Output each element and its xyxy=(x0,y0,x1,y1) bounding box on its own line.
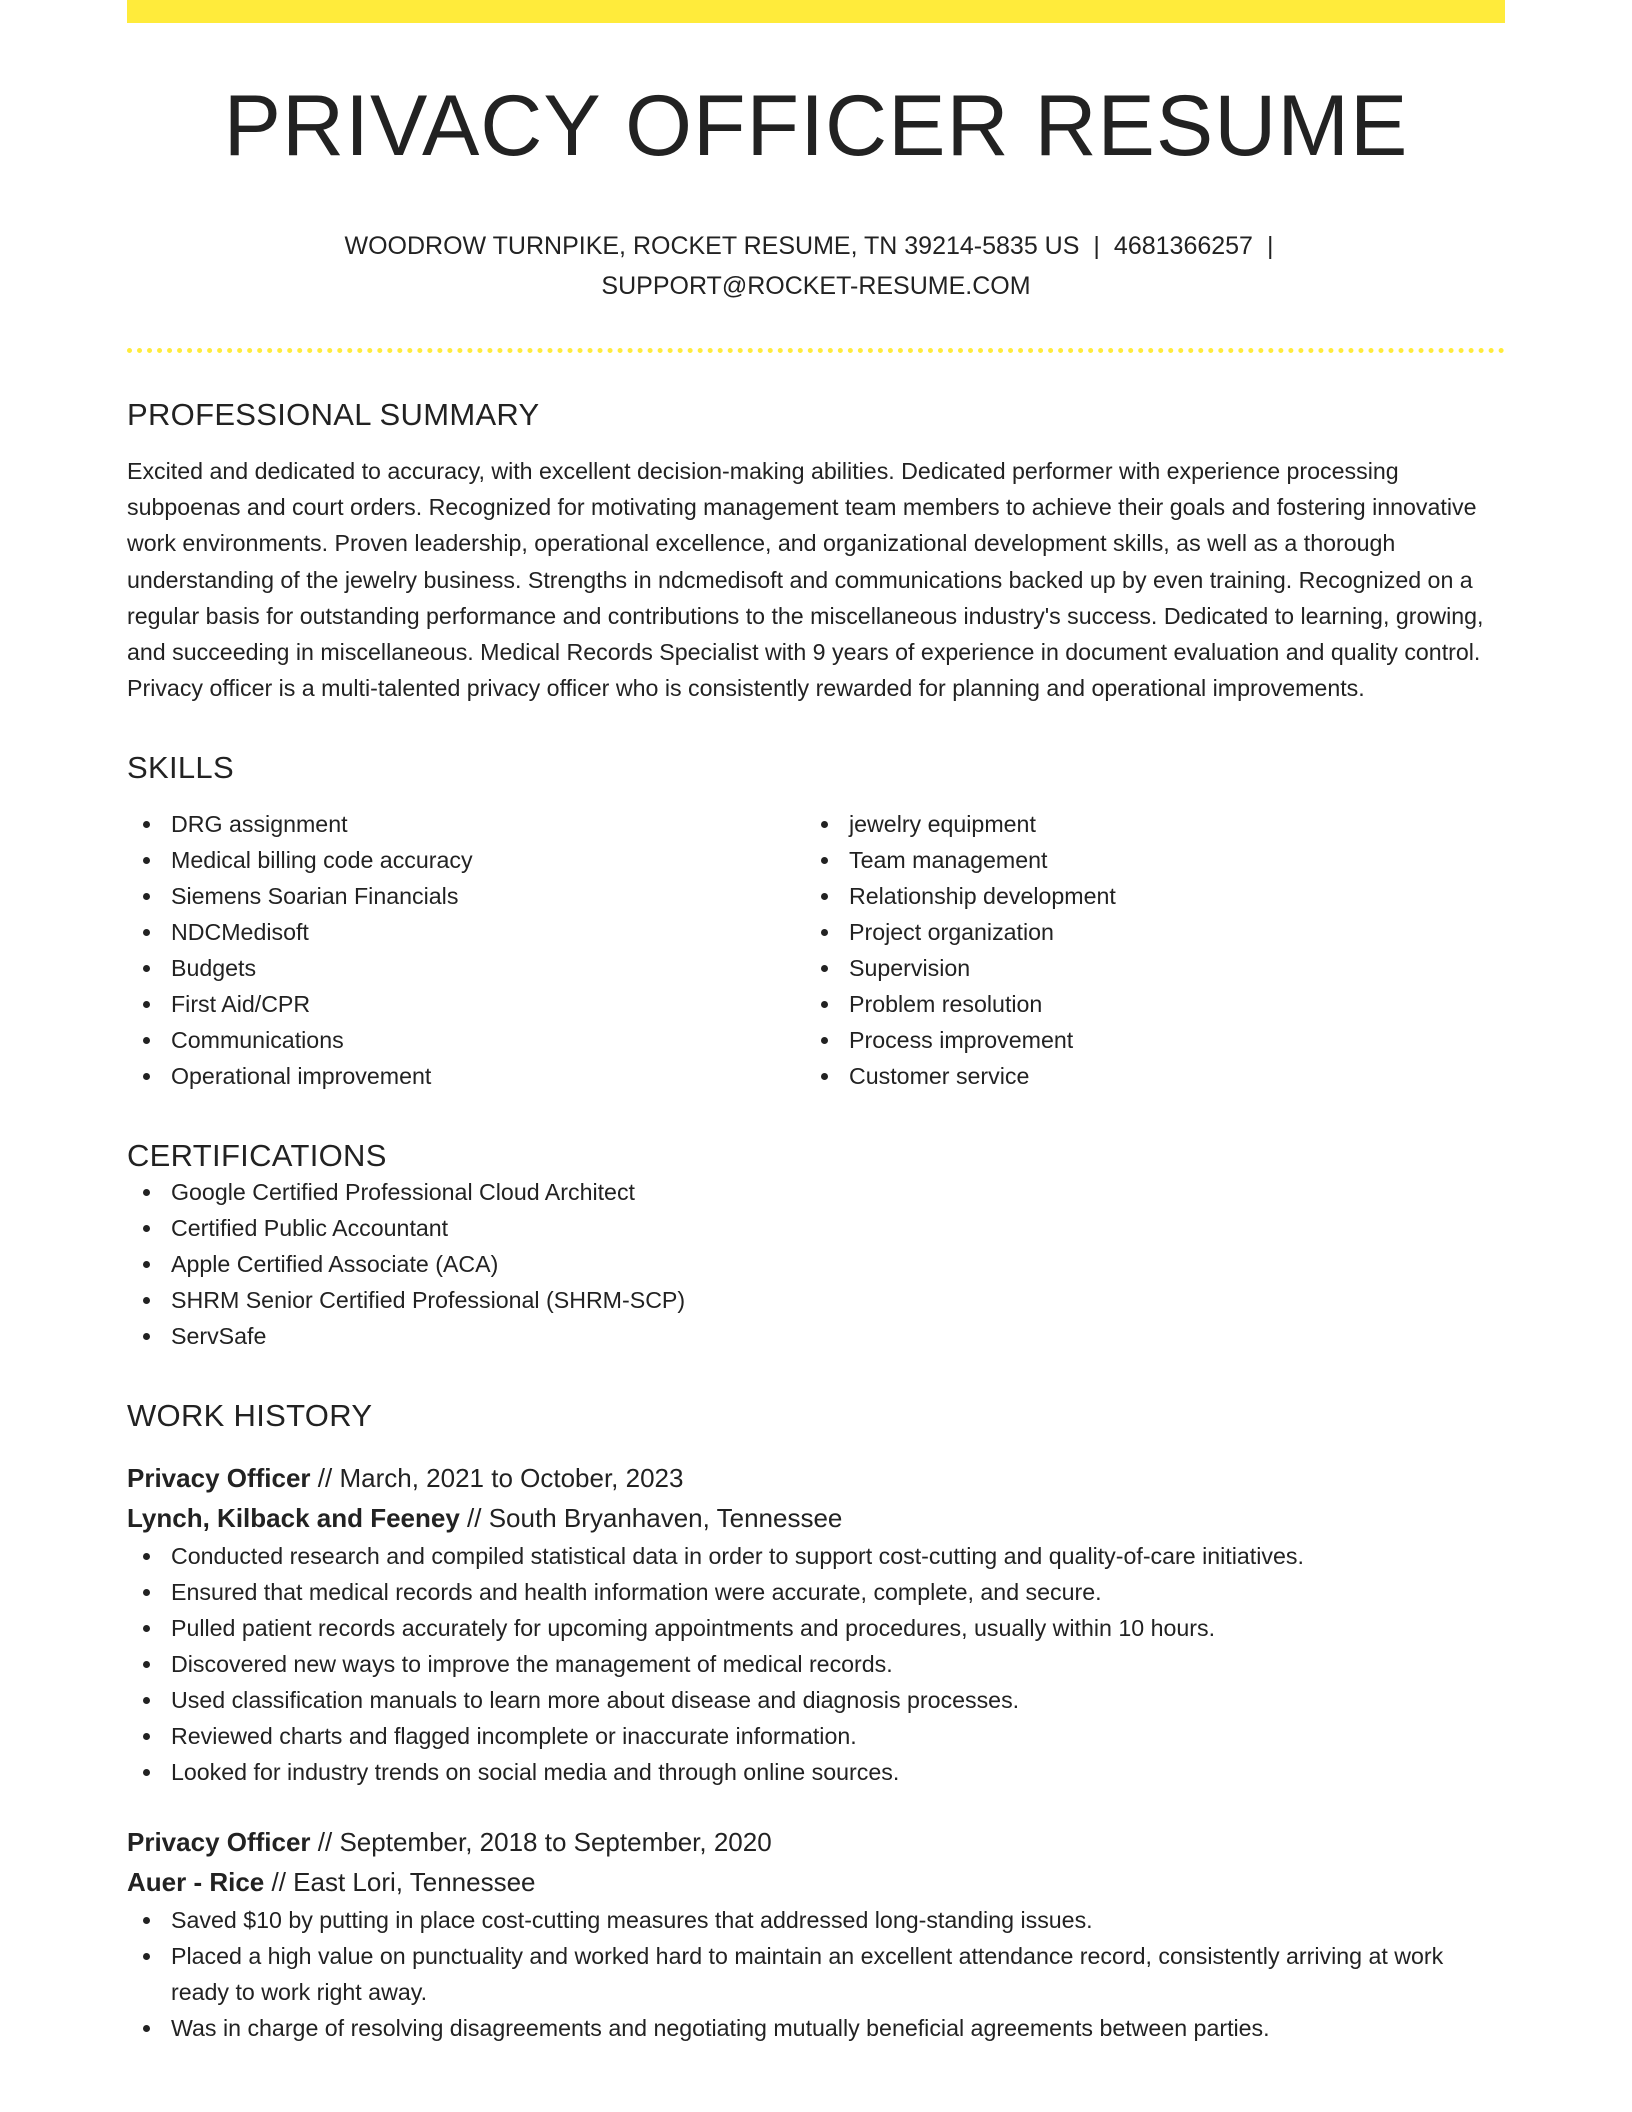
job-dates: // September, 2018 to September, 2020 xyxy=(317,1827,772,1858)
job-duty-item: Used classification manuals to learn more about disease and diagnosis processes. xyxy=(127,1682,1505,1718)
job-duty-item: Discovered new ways to improve the management of medical records. xyxy=(127,1646,1505,1682)
skills-grid xyxy=(127,806,1505,1094)
skill-item: Team management xyxy=(805,842,1483,878)
dotted-divider xyxy=(127,348,1505,353)
skill-item: Communications xyxy=(127,1022,805,1058)
job-duty-item: Saved $10 by putting in place cost-cutting measures that addressed long-standing issues. xyxy=(127,1902,1505,1938)
contact-info xyxy=(127,226,1505,306)
certification-item: Certified Public Accountant xyxy=(127,1210,1505,1246)
skill-item: Medical billing code accuracy xyxy=(127,842,805,878)
skill-item: Project organization xyxy=(805,914,1483,950)
address: WOODROW TURNPIKE, ROCKET RESUME, TN 39214-5835 US xyxy=(344,232,1080,260)
job-duty-item: Ensured that medical records and health information were accurate, complete, and secure. xyxy=(127,1574,1505,1610)
certifications-heading: CERTIFICATIONS xyxy=(127,1138,387,1174)
certifications-list xyxy=(127,1174,1505,1354)
separator: | xyxy=(1266,232,1274,260)
skill-item: Customer service xyxy=(805,1058,1483,1094)
accent-bar xyxy=(127,0,1505,23)
job-duty-item: Was in charge of resolving disagreements and negotiating mutually beneficial agreements between parties. xyxy=(127,2010,1505,2046)
contact-line-2 xyxy=(127,266,1505,306)
job-location: // East Lori, Tennessee xyxy=(271,1867,536,1898)
skills-heading: SKILLS xyxy=(127,750,234,786)
job-title: Privacy Officer xyxy=(127,1827,311,1858)
job-title-line xyxy=(127,1822,1505,1862)
phone: 4681366257 xyxy=(1113,232,1253,260)
skills-right-column xyxy=(805,806,1483,1094)
summary-heading: PROFESSIONAL SUMMARY xyxy=(127,397,540,432)
job-duty-item: Looked for industry trends on social media and through online sources. xyxy=(127,1754,1505,1790)
job-company: Auer - Rice xyxy=(127,1867,265,1898)
certification-item: Apple Certified Associate (ACA) xyxy=(127,1246,1505,1282)
job-duty-item: Conducted research and compiled statistical data in order to support cost-cutting and quality-of-care initiatives. xyxy=(127,1538,1505,1574)
contact-line-1 xyxy=(127,226,1505,266)
job-location: // South Bryanhaven, Tennessee xyxy=(467,1503,843,1534)
separator: | xyxy=(1093,232,1100,260)
job-title-line xyxy=(127,1458,1505,1498)
page-title: PRIVACY OFFICER RESUME xyxy=(223,78,1409,174)
work-history-heading: WORK HISTORY xyxy=(127,1398,373,1434)
certification-item: SHRM Senior Certified Professional (SHRM-SCP) xyxy=(127,1282,1505,1318)
skill-item: Budgets xyxy=(127,950,805,986)
skill-item: First Aid/CPR xyxy=(127,986,805,1022)
skill-item: Siemens Soarian Financials xyxy=(127,878,805,914)
job-dates: // March, 2021 to October, 2023 xyxy=(317,1463,684,1494)
skill-item: Problem resolution xyxy=(805,986,1483,1022)
job-duty-item: Reviewed charts and flagged incomplete or inaccurate information. xyxy=(127,1718,1505,1754)
job-duties-list xyxy=(127,1902,1505,2046)
job-duty-item: Placed a high value on punctuality and worked hard to maintain an excellent attendance record, consistently arriving at work ready to work right away. xyxy=(127,1938,1505,2010)
email: SUPPORT@ROCKET-RESUME.COM xyxy=(601,272,1031,300)
job-entry xyxy=(127,1822,1505,2046)
certification-item: Google Certified Professional Cloud Architect xyxy=(127,1174,1505,1210)
job-title: Privacy Officer xyxy=(127,1463,311,1494)
job-duty-item: Pulled patient records accurately for upcoming appointments and procedures, usually within 10 hours. xyxy=(127,1610,1505,1646)
job-entry xyxy=(127,1458,1505,1790)
summary-text: Excited and dedicated to accuracy, with excellent decision-making abilities. Dedicated performer with experience processing subpoenas and court orders. Recognized for motivating management team members to achieve their goals and fostering innovative work environments. Proven leadership, operational excellence, and organizational development skills, as well as a thorough understanding of the jewelry business. Strengths in ndcmedisoft and communications backed up by even training. Recognized on a regular basis for outstanding performance and contributions to the miscellaneous industry's success. Dedicated to learning, growing, and succeeding in miscellaneous. Medical Records Specialist with 9 years of experience in document evaluation and quality control. Privacy officer is a multi-talented privacy officer who is consistently rewarded for planning and operational improvements. xyxy=(127,458,1484,702)
skill-item: NDCMedisoft xyxy=(127,914,805,950)
skill-item: Operational improvement xyxy=(127,1058,805,1094)
skill-item: jewelry equipment xyxy=(805,806,1483,842)
job-company-line xyxy=(127,1862,1505,1902)
resume-page xyxy=(127,0,1505,2046)
skills-left-column xyxy=(127,806,805,1094)
skill-item: Process improvement xyxy=(805,1022,1483,1058)
skill-item: DRG assignment xyxy=(127,806,805,842)
skill-item: Relationship development xyxy=(805,878,1483,914)
job-company: Lynch, Kilback and Feeney xyxy=(127,1503,460,1534)
skill-item: Supervision xyxy=(805,950,1483,986)
job-company-line xyxy=(127,1498,1505,1538)
job-duties-list xyxy=(127,1538,1505,1790)
certification-item: ServSafe xyxy=(127,1318,1505,1354)
